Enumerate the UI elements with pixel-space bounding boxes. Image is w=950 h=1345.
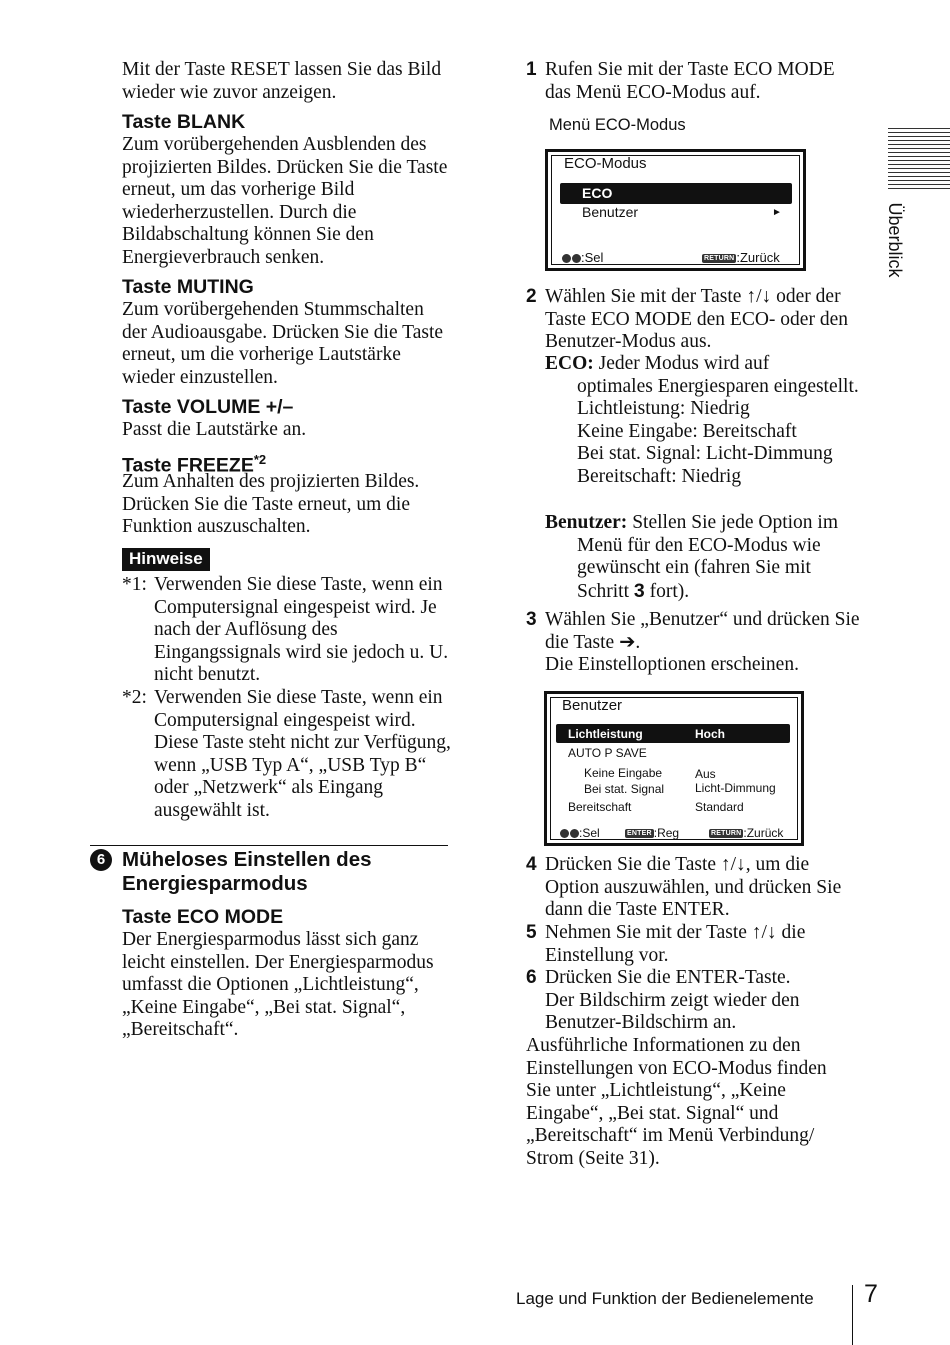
reset-paragraph: Mit der Taste RESET lassen Sie das Bild wieder wie zuvor anzeigen.	[122, 59, 442, 103]
step-3-text-result: Die Einstelloptionen erscheinen.	[545, 654, 799, 676]
side-tab-label: Überblick	[885, 202, 905, 278]
notes-label: Hinweise	[122, 548, 210, 571]
up-down-icon	[560, 829, 569, 838]
user-menu-sel-label: :Sel	[579, 826, 600, 840]
eco-value-standby: Bereitschaft: Niedrig	[577, 465, 742, 487]
menu-caption: Menü ECO-Modus	[549, 116, 686, 134]
user-menu-row-light-value: Hoch	[695, 727, 725, 741]
section-divider	[90, 845, 448, 846]
user-option-desc	[545, 512, 865, 603]
user-menu-back-label: :Zurück	[743, 826, 784, 840]
step-1-text: Rufen Sie mit der Taste ECO MODE das Menü ECO-Modus auf.	[545, 59, 835, 103]
footer-divider	[852, 1285, 853, 1345]
eco-value-noinput: Keine Eingabe: Bereitschaft	[577, 420, 797, 442]
user-menu-row-standby[interactable]: Bereitschaft	[568, 800, 632, 814]
step-3-text-line: Wählen Sie „Benutzer“ und drücken Sie die Taste ➔.	[545, 609, 860, 653]
note-2-text: Verwenden Sie diese Taste, wenn ein Computersignal eingespeist wird. Diese Taste steht nicht zur Verfügung, wenn „USB Typ A“, „USB Typ B“ oder „Netzwerk“ als Eingang ausgewählt ist.	[154, 687, 451, 821]
eco-menu-item-eco[interactable]	[560, 183, 792, 204]
freeze-heading-text: Taste FREEZE	[122, 454, 254, 477]
eco-mode-menu-screen	[545, 149, 806, 271]
step-6-text-result: Der Bildschirm zeigt wieder den Benutzer-Bildschirm an.	[545, 989, 800, 1034]
note-1-number: *1:	[122, 574, 147, 595]
user-menu-footer-sel	[560, 826, 600, 840]
step-2-number: 2	[526, 286, 537, 307]
eco-option-label: ECO:	[545, 353, 594, 374]
closing-paragraph: Ausführliche Informationen zu den Einstellungen von ECO-Modus finden Sie unter „Lichtleistung“, „Keine Eingabe“, „Bei stat. Signal“ und „Bereitschaft“ im Menü Verbindung/ Strom (Seite 31).	[526, 1035, 827, 1169]
eco-option-desc-rest: optimales Energiesparen eingestellt.	[577, 375, 859, 397]
user-menu-footer-reg	[625, 826, 679, 840]
volume-text: Passt die Lautstärke an.	[122, 419, 307, 440]
user-menu-screen	[544, 691, 804, 846]
freeze-footnote-mark: *2	[253, 452, 267, 467]
section-number-badge	[90, 849, 112, 871]
step-5-number: 5	[526, 922, 537, 943]
user-option-step-ref: 3	[633, 579, 645, 602]
user-option-desc-rest: Menü für den ECO-Modus wie gewünscht ein (fahren Sie mit Schritt	[577, 534, 821, 602]
section-title-line2: Energiesparmodus	[122, 872, 308, 895]
volume-heading: Taste VOLUME +/–	[122, 396, 294, 418]
step-4-text: Drücken Sie die Taste ↑/↓, um die Option auszuwählen, und drücken Sie dann die Taste ENTER.	[545, 854, 842, 921]
section-title	[122, 848, 452, 896]
user-menu-reg-label: :Reg	[653, 826, 680, 840]
user-menu-row-static[interactable]: Bei stat. Signal	[584, 782, 665, 796]
muting-heading: Taste MUTING	[122, 276, 254, 298]
user-menu-row-standby-value: Standard	[695, 800, 744, 814]
note-1	[122, 574, 452, 686]
eco-menu-sel-label: :Sel	[581, 250, 604, 265]
note-2-number: *2:	[122, 687, 147, 708]
user-menu-row-light[interactable]	[556, 724, 790, 743]
step-1-number: 1	[526, 59, 537, 80]
up-down-icon	[562, 254, 571, 263]
eco-mode-heading: Taste ECO MODE	[122, 906, 284, 928]
user-menu-row-noinput-value: Aus	[695, 767, 716, 781]
step-3-number: 3	[526, 609, 537, 630]
section-number: 6	[96, 851, 106, 868]
user-menu-row-light-label: Lichtleistung	[568, 727, 643, 741]
user-menu-row-noinput[interactable]: Keine Eingabe	[584, 766, 663, 780]
up-down-icon-2	[572, 254, 581, 263]
user-menu-row-static-value: Licht-Dimmung	[695, 781, 776, 795]
submenu-arrow-icon: ►	[772, 207, 782, 218]
user-menu-row-autosave[interactable]: AUTO P SAVE	[568, 746, 647, 760]
freeze-text: Zum Anhalten des projizierten Bildes. Drücken Sie die Taste erneut, um die Funktion auszuschalten.	[122, 471, 420, 538]
return-badge: RETURN	[711, 830, 742, 838]
step-6-number: 6	[526, 967, 537, 988]
user-menu-footer-back	[709, 826, 783, 840]
step-6-text	[545, 967, 865, 1035]
up-down-icon-2	[570, 829, 579, 838]
step-2-text: Wählen Sie mit der Taste ↑/↓ oder der Taste ECO MODE den ECO- oder den Benutzer-Modus aus.	[545, 286, 848, 353]
user-menu-title: Benutzer	[562, 697, 623, 714]
eco-option-desc-line1: Jeder Modus wird auf	[598, 353, 770, 374]
eco-value-static: Bei stat. Signal: Licht-Dimmung	[577, 443, 833, 465]
eco-value-light: Lichtleistung: Niedrig	[577, 398, 750, 420]
eco-menu-back-label: :Zurück	[736, 250, 780, 265]
step-5-text: Nehmen Sie mit der Taste ↑/↓ die Einstellung vor.	[545, 922, 806, 966]
user-option-desc-line1: Stellen Sie jede Option im	[632, 512, 838, 533]
blank-text: Zum vorübergehenden Ausblenden des projizierten Bildes. Drücken Sie die Taste erneut, um das vorherige Bild wiederherzustellen. Durch die Bildabschaltung können Sie den Energieverbrauch senken.	[122, 134, 448, 268]
section-title-line1: Müheloses Einstellen des	[122, 848, 372, 871]
eco-menu-footer-back	[702, 250, 780, 265]
muting-text: Zum vorübergehenden Stummschalten der Audioausgabe. Drücken Sie die Taste erneut, um die vorherige Lautstärke wieder einzustellen.	[122, 299, 444, 388]
step-3-text	[545, 609, 865, 677]
note-1-text: Verwenden Sie diese Taste, wenn ein Computersignal eingespeist wird. Je nach der Auflösung des Eingangssignals wird sie jedoch u. U. nicht benutzt.	[154, 574, 449, 686]
note-2	[122, 687, 452, 827]
eco-mode-text: Der Energiesparmodus lässt sich ganz leicht einstellen. Der Energiesparmodus umfasst die Optionen „Lichtleistung“, „Keine Eingabe“, „Bei stat. Signal“, „Bereitschaft“.	[122, 929, 434, 1041]
return-badge: RETURN	[704, 255, 735, 263]
eco-menu-item-eco-label: ECO	[582, 185, 613, 201]
eco-menu-title: ECO-Modus	[564, 155, 647, 172]
user-option-label: Benutzer:	[545, 512, 628, 533]
enter-badge: ENTER	[627, 830, 652, 838]
eco-option-desc	[545, 353, 865, 489]
eco-menu-footer-sel	[562, 250, 603, 265]
step-4-number: 4	[526, 854, 537, 875]
page-number: 7	[864, 1280, 878, 1308]
user-option-desc-end: fort).	[649, 580, 690, 602]
step-6-text-line: Drücken Sie die ENTER-Taste.	[545, 967, 791, 988]
footer-section-name: Lage und Funktion der Bedienelemente	[516, 1289, 814, 1308]
eco-menu-item-user[interactable]: Benutzer	[582, 204, 639, 220]
blank-heading: Taste BLANK	[122, 111, 246, 133]
